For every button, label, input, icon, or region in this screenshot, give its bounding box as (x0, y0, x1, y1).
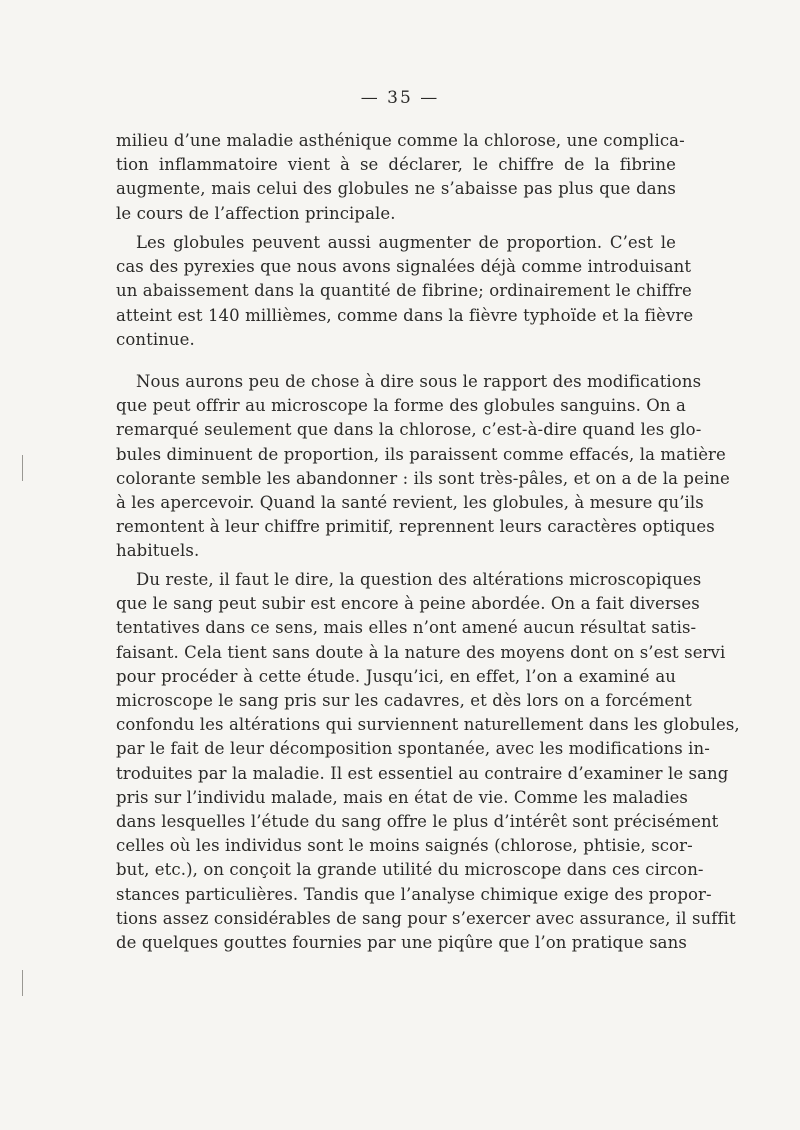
text-line: le cours de l’affection principale. (116, 203, 396, 223)
text-line: remontent à leur chiffre primitif, reprennent leurs caractères optiques (116, 517, 715, 537)
text-line: remarqué seulement que dans la chlorose, c’est-à-dire quand les glo- (116, 420, 702, 440)
paragraph-2 (116, 231, 694, 352)
text-line: continue. (116, 329, 195, 349)
scan-margin-mark (22, 970, 23, 996)
text-line: habituels. (116, 541, 200, 561)
text-line: but, etc.), on conçoit la grande utilité du microscope dans ces circon- (116, 860, 704, 880)
text-line: atteint est 140 millièmes, comme dans la fièvre typhoïde et la fièvre (116, 305, 694, 325)
text-line: tions assez considérables de sang pour s’exercer avec assurance, il suffit (116, 908, 736, 928)
paragraph-4 (116, 568, 740, 955)
text-line: Nous aurons peu de chose à dire sous le rapport des modifications (136, 372, 702, 391)
text-line: microscope le sang pris sur les cadavres, et dès lors on a forcément (116, 691, 692, 711)
text-line: un abaissement dans la quantité de fibrine; ordinairement le chiffre (116, 281, 692, 301)
text-line: par le fait de leur décomposition spontanée, avec les modifications in- (116, 739, 710, 759)
text-line: dans lesquelles l’étude du sang offre le plus d’intérêt sont précisément (116, 812, 719, 832)
text-line: pour procéder à cette étude. Jusqu’ici, en effet, l’on a examiné au (116, 666, 676, 686)
text-line: troduites par la maladie. Il est essentiel au contraire d’examiner le sang (116, 763, 729, 783)
text-line: que peut offrir au microscope la forme des globules sanguins. On a (116, 396, 686, 416)
text-line: pris sur l’individu malade, mais en état de vie. Comme les maladies (116, 787, 689, 807)
text-line: colorante semble les abandonner : ils sont très-pâles, et on a de la peine (116, 468, 730, 488)
text-line: augmente, mais celui des globules ne s’abaisse pas plus que dans (116, 179, 676, 199)
text-line: Du reste, il faut le dire, la question des altérations microscopiques (136, 570, 702, 589)
text-line: cas des pyrexies que nous avons signalées déjà comme introduisant (116, 257, 692, 277)
paragraph-1 (116, 129, 685, 226)
text-line: celles où les individus sont le moins saignés (chlorose, phtisie, scor- (116, 836, 693, 856)
text-line: Les globules peuvent aussi augmenter de proportion. C’est le (136, 233, 676, 252)
text-line: que le sang peut subir est encore à peine abordée. On a fait diverses (116, 594, 700, 614)
text-line: milieu d’une maladie asthénique comme la chlorose, une complica- (116, 131, 685, 150)
text-line: stances particulières. Tandis que l’analyse chimique exige des propor- (116, 884, 712, 904)
text-line: bules diminuent de proportion, ils paraissent comme effacés, la matière (116, 444, 726, 464)
text-line: tentatives dans ce sens, mais elles n’ont amené aucun résultat satis- (116, 618, 697, 638)
text-line: faisant. Cela tient sans doute à la nature des moyens dont on s’est servi (116, 642, 726, 662)
text-line: à les apercevoir. Quand la santé revient, les globules, à mesure qu’ils (116, 493, 704, 513)
scan-margin-mark (22, 455, 23, 481)
paragraph-3 (116, 370, 730, 564)
text-line: tion inflammatoire vient à se déclarer, le chiffre de la fibrine (116, 155, 676, 175)
text-line: confondu les altérations qui surviennent naturellement dans les globules, (116, 715, 740, 735)
page-number: — 35 — (360, 88, 440, 108)
text-line: de quelques gouttes fournies par une piqûre que l’on pratique sans (116, 933, 687, 953)
